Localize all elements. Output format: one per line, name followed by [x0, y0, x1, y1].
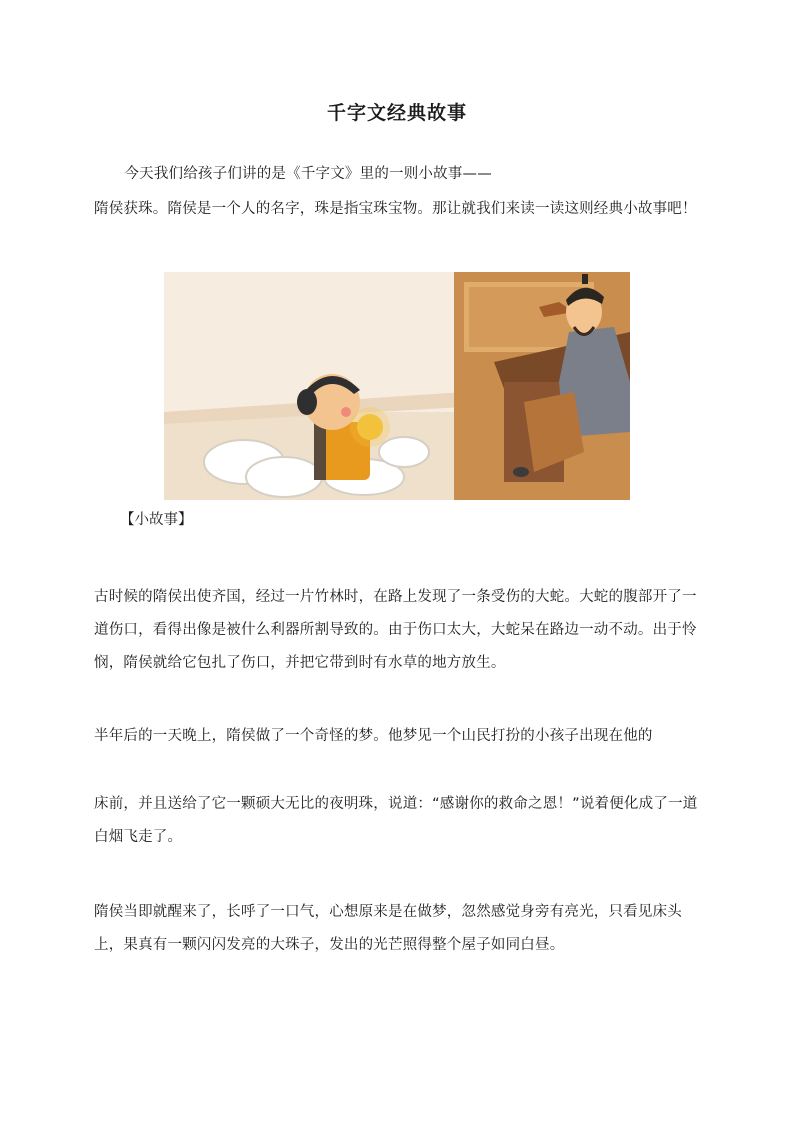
intro-line-1: 今天我们给孩子们讲的是《千字文》里的一则小故事——: [124, 166, 492, 182]
intro-line-2: 隋侯获珠。隋侯是一个人的名字，珠是指宝珠宝物。那让就我们来读一读这则经典小故事吧！: [94, 201, 697, 217]
paragraph-1: 古时候的隋侯出使齐国，经过一片竹林时，在路上发现了一条受伤的大蛇。大蛇的腹部开了一道伤口，看得出像是被什么利器所割导致的。由于伤口太大，大蛇呆在路边一动不动。出于怜悯，隋侯就给它包扎了伤口，并把它带到时有水草的地方放生。: [94, 589, 697, 671]
story-illustration: [164, 272, 630, 500]
story-caption: 【小故事】: [120, 512, 193, 528]
paragraph-3: 隋侯当即就醒来了，长呼了一口气，心想原来是在做梦，忽然感觉身旁有亮光，只看见床头上，果真有一颗闪闪发亮的大珠子，发出的光芒照得整个屋子如同白昼。: [94, 904, 682, 953]
page-title: 千字文经典故事: [326, 102, 467, 124]
paragraph-2b: 床前，并且送给了它一颗硕大无比的夜明珠，说道：“感谢你的救命之恩！”说着便化成了一道白烟飞走了。: [94, 796, 698, 845]
paragraph-2a: 半年后的一天晚上，隋侯做了一个奇怪的梦。他梦见一个山民打扮的小孩子出现在他的: [94, 728, 653, 744]
